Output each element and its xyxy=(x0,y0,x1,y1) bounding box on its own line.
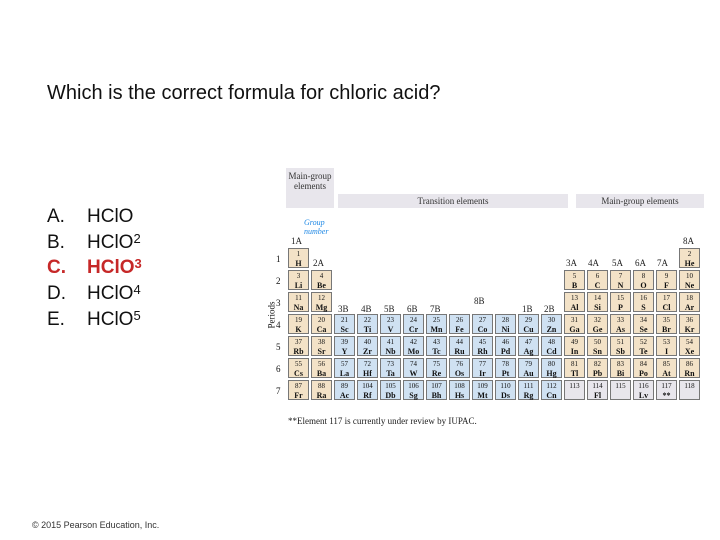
option-e[interactable] xyxy=(47,307,142,333)
element-cell: 54 Xe xyxy=(679,336,700,356)
element-cell: 34 Se xyxy=(633,314,654,334)
period-number: 4 xyxy=(276,320,281,330)
element-cell: 85 At xyxy=(656,358,677,378)
group-label: 1B xyxy=(522,304,533,314)
element-cell: 51 Sb xyxy=(610,336,631,356)
element-cell: 35 Br xyxy=(656,314,677,334)
element-cell: 52 Te xyxy=(633,336,654,356)
element-cell: 115 xyxy=(610,380,631,400)
element-cell: 6 C xyxy=(587,270,608,290)
option-subscript: 2 xyxy=(133,230,141,246)
option-c[interactable] xyxy=(47,255,142,281)
element-cell: 11 Na xyxy=(288,292,309,312)
element-cell: 15 P xyxy=(610,292,631,312)
element-cell: 56 Ba xyxy=(311,358,332,378)
question-text: Which is the correct formula for chloric acid? xyxy=(47,82,441,104)
element-cell: 118 xyxy=(679,380,700,400)
element-cell: 44 Ru xyxy=(449,336,470,356)
element-cell: 76 Os xyxy=(449,358,470,378)
element-cell: 30 Zn xyxy=(541,314,562,334)
option-letter: B. xyxy=(47,231,65,253)
group-label: 4B xyxy=(361,304,372,314)
element-cell: 53 I xyxy=(656,336,677,356)
element-cell: 25 Mn xyxy=(426,314,447,334)
element-cell: 16 S xyxy=(633,292,654,312)
element-cell: 47 Ag xyxy=(518,336,539,356)
option-letter: A. xyxy=(47,206,65,227)
element-cell: 75 Re xyxy=(426,358,447,378)
main-group-header-left: Main-group elements xyxy=(286,168,334,208)
option-formula: HClO xyxy=(87,231,134,253)
option-d[interactable] xyxy=(47,281,142,307)
element-cell: 79 Au xyxy=(518,358,539,378)
group-label: 5A xyxy=(612,258,623,268)
element-cell: 110 Ds xyxy=(495,380,516,400)
element-cell: 112 Cn xyxy=(541,380,562,400)
element-cell: 45 Rh xyxy=(472,336,493,356)
element-cell: 4 Be xyxy=(311,270,332,290)
element-cell: 33 As xyxy=(610,314,631,334)
option-formula: HClO xyxy=(87,308,134,330)
group-label: 6B xyxy=(407,304,418,314)
period-number: 3 xyxy=(276,298,281,308)
group-label: 6A xyxy=(635,258,646,268)
group-label: 7A xyxy=(657,258,668,268)
element-cell: 104 Rf xyxy=(357,380,378,400)
element-cell: 9 F xyxy=(656,270,677,290)
element-cell: 111 Rg xyxy=(518,380,539,400)
element-cell: 106 Sg xyxy=(403,380,424,400)
transition-header: Transition elements xyxy=(338,194,568,208)
group-label: 2B xyxy=(544,304,555,314)
element-cell: 57 La xyxy=(334,358,355,378)
element-cell: 74 W xyxy=(403,358,424,378)
element-cell: 10 Ne xyxy=(679,270,700,290)
element-cell: 114 Fl xyxy=(587,380,608,400)
element-cell: 88 Ra xyxy=(311,380,332,400)
group-label: 8A xyxy=(683,236,694,246)
group-number-label: Group number xyxy=(304,218,329,236)
element-cell: 8 O xyxy=(633,270,654,290)
option-letter: D. xyxy=(47,282,66,304)
element-cell: 2 He xyxy=(679,248,700,268)
element-cell: 73 Ta xyxy=(380,358,401,378)
option-subscript: 5 xyxy=(133,307,141,323)
option-subscript: 3 xyxy=(134,256,142,272)
periods-label: Periods xyxy=(266,301,277,329)
element-cell: 82 Pb xyxy=(587,358,608,378)
element-cell: 12 Mg xyxy=(311,292,332,312)
element-cell: 18 Ar xyxy=(679,292,700,312)
group-label: 2A xyxy=(313,258,324,268)
group-label: 1A xyxy=(291,236,302,246)
element-cell: 38 Sr xyxy=(311,336,332,356)
element-cell: 26 Fe xyxy=(449,314,470,334)
element-cell: 107 Bh xyxy=(426,380,447,400)
option-formula: HClO xyxy=(87,206,134,227)
option-b[interactable] xyxy=(47,230,142,256)
element-cell: 7 N xyxy=(610,270,631,290)
element-cell: 55 Cs xyxy=(288,358,309,378)
group-label: 7B xyxy=(430,304,441,314)
element-cell: 78 Pt xyxy=(495,358,516,378)
element-cell: 46 Pd xyxy=(495,336,516,356)
main-group-header-right: Main-group elements xyxy=(576,194,704,208)
option-formula: HClO xyxy=(87,282,134,304)
element-cell: 117 ** xyxy=(656,380,677,400)
element-cell: 105 Db xyxy=(380,380,401,400)
group-label: 3A xyxy=(566,258,577,268)
element-cell: 17 Cl xyxy=(656,292,677,312)
element-cell: 19 K xyxy=(288,314,309,334)
element-cell: 24 Cr xyxy=(403,314,424,334)
element-cell: 40 Zr xyxy=(357,336,378,356)
element-cell: 89 Ac xyxy=(334,380,355,400)
element-cell: 49 In xyxy=(564,336,585,356)
element-cell: 77 Ir xyxy=(472,358,493,378)
group-label: 3B xyxy=(338,304,349,314)
element-cell: 27 Co xyxy=(472,314,493,334)
element-cell: 80 Hg xyxy=(541,358,562,378)
element-cell: 32 Ge xyxy=(587,314,608,334)
element-cell: 50 Sn xyxy=(587,336,608,356)
element-cell: 1 H xyxy=(288,248,309,268)
period-number: 1 xyxy=(276,254,281,264)
option-subscript: 4 xyxy=(133,281,141,297)
period-number: 6 xyxy=(276,364,281,374)
element-cell: 86 Rn xyxy=(679,358,700,378)
element-cell: 20 Ca xyxy=(311,314,332,334)
element-cell: 48 Cd xyxy=(541,336,562,356)
element-cell: 113 xyxy=(564,380,585,400)
element-cell: 39 Y xyxy=(334,336,355,356)
element-cell: 14 Si xyxy=(587,292,608,312)
element-cell: 28 Ni xyxy=(495,314,516,334)
element-cell: 36 Kr xyxy=(679,314,700,334)
element-cell: 81 Tl xyxy=(564,358,585,378)
element-cell: 116 Lv xyxy=(633,380,654,400)
element-cell: 5 B xyxy=(564,270,585,290)
element-cell: 42 Mo xyxy=(403,336,424,356)
option-letter: C. xyxy=(47,257,66,279)
element-cell: 23 V xyxy=(380,314,401,334)
element-cell: 84 Po xyxy=(633,358,654,378)
copyright: © 2015 Pearson Education, Inc. xyxy=(32,520,160,530)
element-cell: 87 Fr xyxy=(288,380,309,400)
element-cell: 21 Sc xyxy=(334,314,355,334)
element-cell: 109 Mt xyxy=(472,380,493,400)
element-cell: 108 Hs xyxy=(449,380,470,400)
element-cell: 72 Hf xyxy=(357,358,378,378)
option-letter: E. xyxy=(47,308,65,330)
group-label: 5B xyxy=(384,304,395,314)
element-cell: 22 Ti xyxy=(357,314,378,334)
element-cell: 31 Ga xyxy=(564,314,585,334)
periodic-table-figure xyxy=(258,160,706,440)
period-number: 2 xyxy=(276,276,281,286)
element-cell: 43 Tc xyxy=(426,336,447,356)
answer-options xyxy=(47,204,142,332)
element-cell: 83 Bi xyxy=(610,358,631,378)
element-cell: 13 Al xyxy=(564,292,585,312)
element-cell: 37 Rb xyxy=(288,336,309,356)
element-cell: 3 Li xyxy=(288,270,309,290)
period-number: 5 xyxy=(276,342,281,352)
footnote: **Element 117 is currently under review by IUPAC. xyxy=(288,416,477,426)
group-label: 8B xyxy=(474,296,485,306)
period-number: 7 xyxy=(276,386,281,396)
element-cell: 41 Nb xyxy=(380,336,401,356)
element-cell: 29 Cu xyxy=(518,314,539,334)
option-a[interactable] xyxy=(47,204,142,230)
group-label: 4A xyxy=(588,258,599,268)
option-formula: HClO xyxy=(87,257,135,279)
